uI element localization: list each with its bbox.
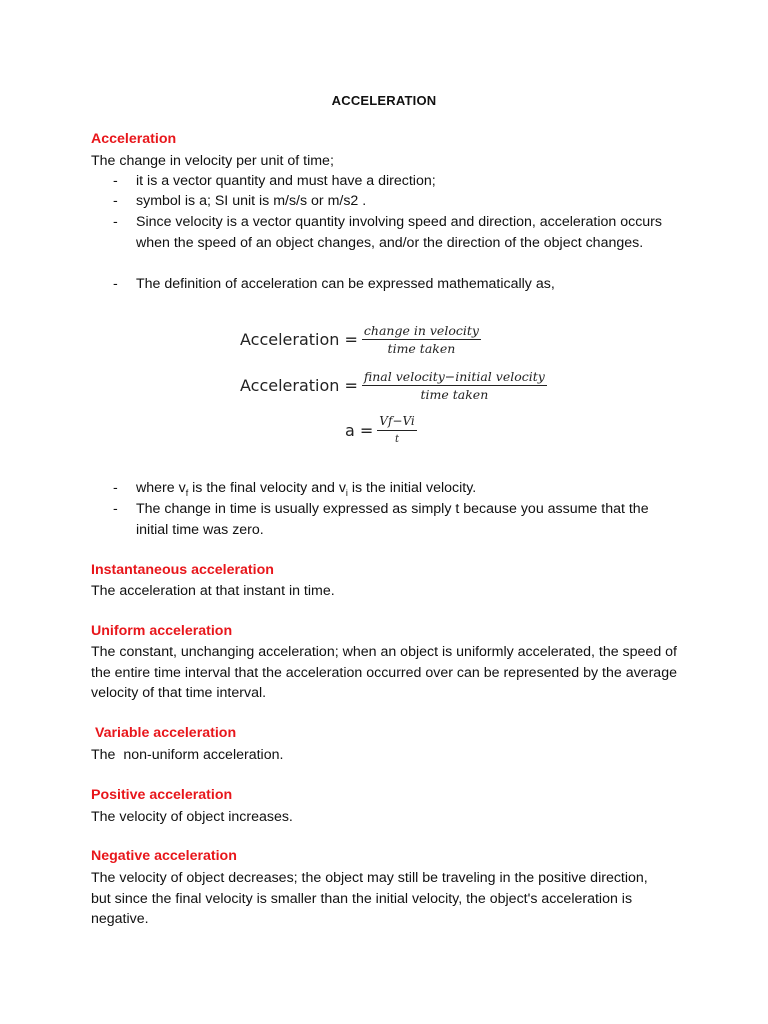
formula-lhs: Acceleration = <box>240 376 358 395</box>
bullet-item <box>113 499 673 540</box>
formula-fraction <box>377 413 416 448</box>
bullet-dash: - <box>113 276 118 292</box>
formula-denominator: time taken <box>420 387 489 402</box>
bullet-item <box>113 212 673 253</box>
bullet-text: it is a vector quantity and must have a direction; <box>136 173 436 189</box>
bullet-text: The change in time is usually expressed as simply t because you assume that the initial time was zero. <box>136 501 649 538</box>
acceleration-intro: The change in velocity per unit of time; <box>91 153 334 169</box>
bullet-dash: - <box>113 193 118 209</box>
bullet-text-part: where v <box>136 480 186 496</box>
heading-negative-acceleration: Negative acceleration <box>91 848 237 864</box>
formula-numerator: Vf−Vi <box>379 414 415 428</box>
heading-acceleration: Acceleration <box>91 131 177 147</box>
formula-acceleration-velocities <box>240 368 547 403</box>
bullet-text-part: is the final velocity and v <box>188 480 346 496</box>
formula-lhs: a = <box>345 421 374 440</box>
bullet-dash: - <box>113 214 118 230</box>
heading-positive-acceleration: Positive acceleration <box>91 787 233 803</box>
formula-fraction <box>362 368 547 403</box>
bullet-item <box>113 171 673 192</box>
formula-denominator: t <box>395 434 400 445</box>
heading-instantaneous-acceleration: Instantaneous acceleration <box>91 562 274 578</box>
bullet-dash: - <box>113 480 118 496</box>
bullet-text: symbol is a; SI unit is m/s/s or m/s2 . <box>136 193 367 209</box>
formula-acceleration-definition <box>240 322 481 357</box>
bullet-text-part: is the initial velocity. <box>347 480 477 496</box>
positive-text: The velocity of object increases. <box>91 809 293 825</box>
bullet-item <box>113 274 673 295</box>
uniform-text: The constant, unchanging acceleration; when an object is uniformly accelerated, the speed of the entire time interval that the acceleration occurred over can be represented by the average velocity of that time interval. <box>91 644 677 702</box>
subscript-f: f <box>185 487 189 498</box>
formula-denominator: time taken <box>387 341 456 356</box>
bullet-dash: - <box>113 173 118 189</box>
bullet-dash: - <box>113 501 118 517</box>
heading-variable-acceleration: Variable acceleration <box>91 725 237 741</box>
document-title: ACCELERATION <box>331 93 437 108</box>
subscript-i: i <box>345 487 348 498</box>
formula-lhs: Acceleration = <box>240 330 358 349</box>
formula-numerator: final velocity−initial velocity <box>363 369 545 384</box>
formula-numerator: change in velocity <box>363 323 479 338</box>
negative-text: The velocity of object decreases; the object may still be traveling in the positive direction, but since the final velocity is smaller than the initial velocity, the object's acceleration is negative. <box>91 870 648 928</box>
bullet-text: Since velocity is a vector quantity involving speed and direction, acceleration occurs when the speed of an object changes, and/or the direction of the object changes. <box>136 214 663 251</box>
variable-text: The non-uniform acceleration. <box>91 747 284 763</box>
heading-uniform-acceleration: Uniform acceleration <box>91 623 233 639</box>
bullet-text: The definition of acceleration can be expressed mathematically as, <box>136 276 555 292</box>
formula-a-symbol <box>345 413 417 448</box>
formula-fraction <box>362 322 481 357</box>
instantaneous-text: The acceleration at that instant in time. <box>91 583 335 599</box>
bullet-item <box>113 191 673 212</box>
